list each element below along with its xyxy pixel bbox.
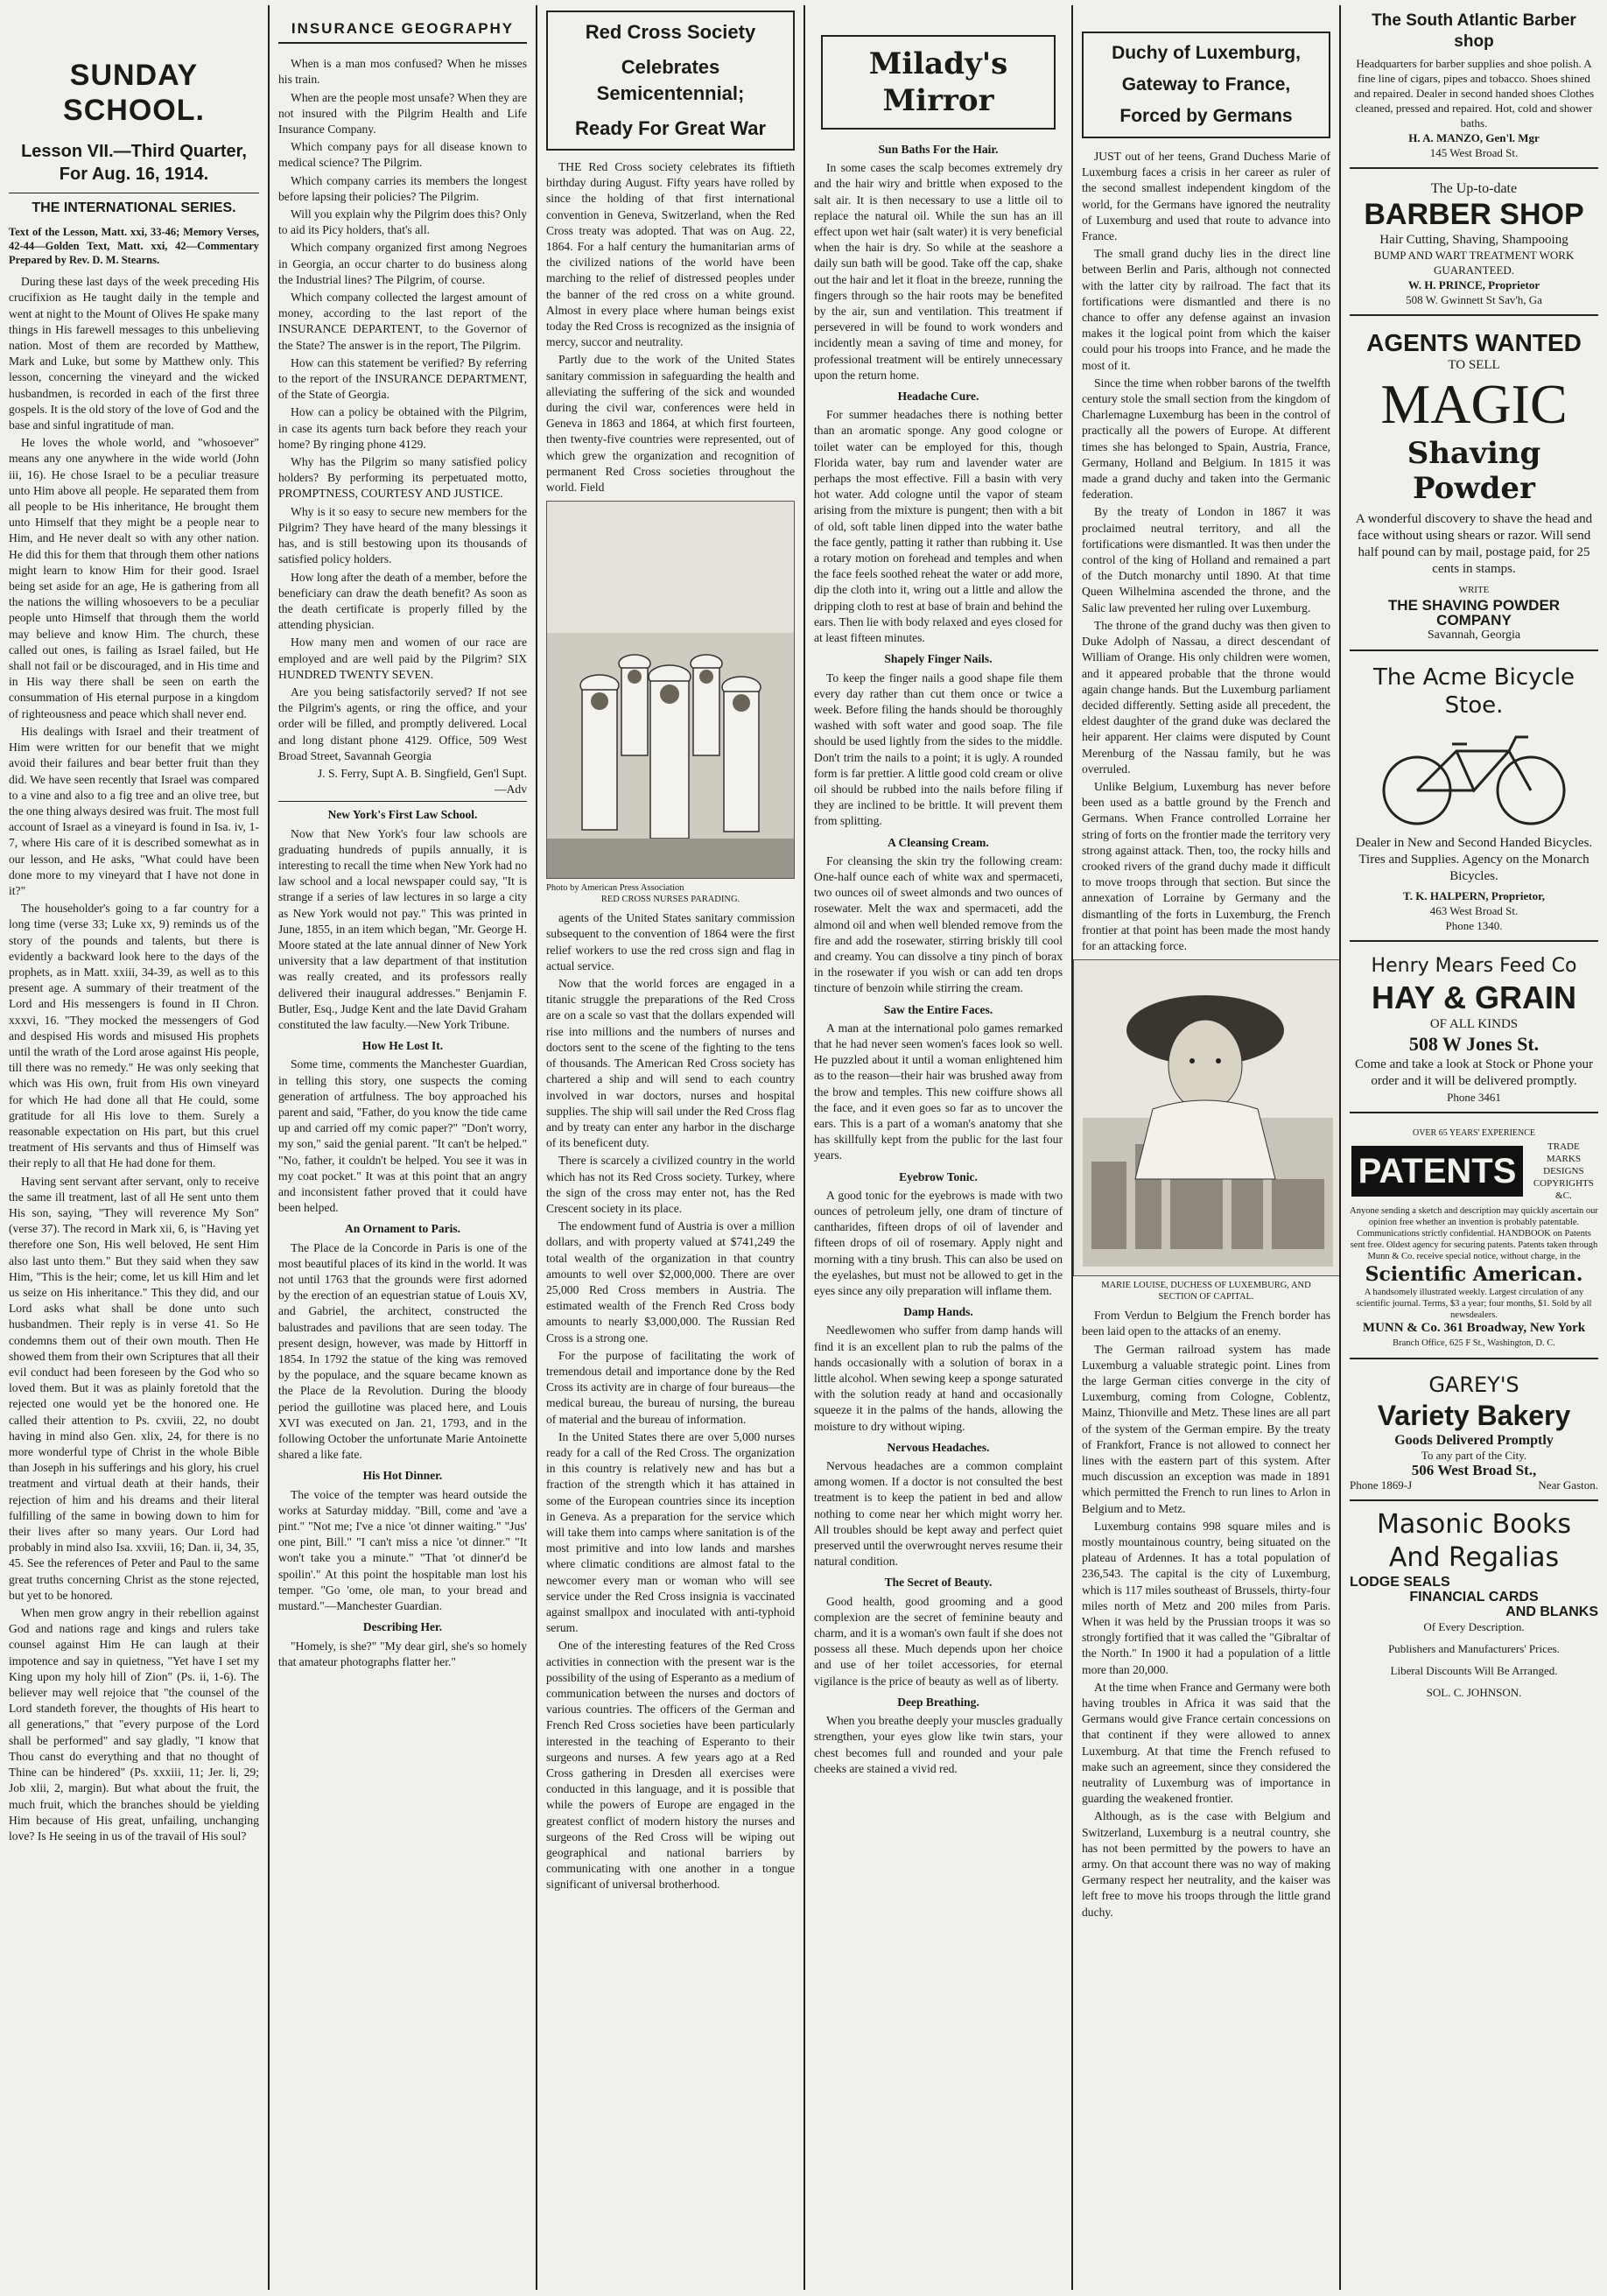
paragraph: Now that New York's four law schools are graduating hundreds of pupils annually, it is interesting to recall the time when New York had no law school and a local newspaper could say, "It is strange if a series of law lectures in so large a city as New York would not pay." This was printed in June, 1855, in an item which began, "Mr. George H. Moore stated at the late annual dinner of New York university that a law department of that institution was really created, and its professors really delivered their inaugural addresses." Benjamin F. Butler, Esq., Judge Kent and the late David Graham constituted the law faculty.—New York Tribune.	[278, 826, 527, 1031]
photo-caption: MARIE LOUISE, DUCHESS OF LUXEMBURG, AND SECTION OF CAPITAL.	[1101, 1281, 1311, 1302]
column-miladys-mirror	[805, 5, 1071, 2290]
paragraph: Which company organized first among Negroes in Georgia, an occur charter to do business along the Industrial lines? The Pilgrim, of course.	[278, 241, 527, 286]
paragraph: Now that the world forces are engaged in a titanic struggle the preparations of the Red Cross are on a scale so vast that the dollars expended will rise into millions and the numbers of nurses and doctors sent to the scene of the fighting to the tens of thousands. The American Red Cross society has chartered a ship and will send to each country involved in war doctors, nurses and hospital supplies. The ship will sail under the Red Cross flag and by treaty can enter any harbor in the discharge of its beneficent duty.	[546, 977, 795, 1150]
headline-box	[1082, 32, 1330, 138]
ad-line: Henry Mears Feed Co	[1371, 955, 1577, 977]
paragraph: The endowment fund of Austria is over a million dollars, and with property valued at $741,249 the total wealth of the organization in that country amounts to well over $2,000,000. There are over 25,000 Red Cross members in Austria. The estimated wealth of the French Red Cross body amounts to nearly $3,000,000. The Russian Red Cross is a strong one.	[546, 1219, 795, 1345]
column-insurance	[270, 5, 536, 2290]
ad-body: Dealer in New and Second Handed Bicycles. Tires and Supplies. Agency on the Monarch Bicycles.	[1355, 836, 1593, 883]
ad-address: 508 W Jones St.	[1408, 1033, 1540, 1055]
paragraph: A good tonic for the eyebrows is made with two ounces of petroleum jelly, one dram of tincture of cantharides, fifteen drops of oil of lavender and fifteen drops of oil of rosemary. Apply night and morning with a tiny brush. This can also be used on the eyelashes, but must not be allowed to get in the eyes since any oily preparation will inflame them.	[814, 1188, 1063, 1298]
ad-line: TO SELL	[1448, 358, 1500, 372]
paragraph: The throne of the grand duchy was then given to Duke Adolph of Nassau, a direct descendant of William of Orange. His only children were women, and it appeared probable that the throne would again change hands. But the Luxemburg parliament decided differently. Setting aside all precedent, the eldest daughter of the grand duke was declared the heir apparent. Her claims were disputed by Count Merenburg of the Nassau family, but he was overruled.	[1082, 618, 1330, 776]
subheading: Headache Cure.	[897, 390, 979, 404]
article-title: INSURANCE GEOGRAPHY	[278, 21, 527, 44]
ad-company: THE SHAVING POWDER COMPANY	[1387, 597, 1561, 628]
paragraph: THE Red Cross society celebrates its fiftieth birthday during August. Fifty years have rolled by since the holding of that first international convention in Geneva, Switzerland, when the Red Cross treaty was adopted. That was on Aug. 22, 1864. For a half century the humanitarian arms of the civilized nations of the world have been marching to the relief of distressed peoples under the banner of the red cross on a white ground. Almost in every place where human beings exist today the Red Cross is recognized as the insignia of mercy, succor and neutrality.	[546, 160, 795, 349]
ad-variety-bakery	[1350, 1366, 1598, 1501]
ad-line: To any part of the City.	[1421, 1449, 1527, 1462]
paragraph: In the United States there are over 5,000 nurses ready for a call of the Red Cross. The organization in this country is relatively new and has but a fraction of the strength which it has attained in some of the European countries since its inception in Geneva. As a preparation for the service which will take them into camps where sanitation is of the most primitive and into low lands and marshes where climatic conditions are almost fatal to the newcomer every man or woman who will see service under the Red Cross insignia is vaccinated against smallpox and inoculated with anti-typhoid serum.	[546, 1429, 795, 1635]
paragraph: Good health, good grooming and a good complexion are the secret of feminine beauty and charm, and it is a woman's own fault if she does not possess all these. Much depends upon her choice and use of her toilet accessories, for eternal vigilance is the price of beauty as well as of liberty.	[814, 1594, 1063, 1688]
ad-title: MAGIC	[1380, 373, 1568, 435]
ad-line: BUMP AND WART TREATMENT WORK GUARANTEED.	[1373, 249, 1575, 277]
ad-body: A wonderful discovery to shave the head and face without using shears or razor. Will send half pound can by mail, postage paid, for 25 cents in stamps.	[1355, 512, 1593, 576]
paragraph: In some cases the scalp becomes extremely dry and the hair wiry and brittle when exposed to the salt air. It is then necessary to use a little oil to replace the natural oil. While the sun has an ill effect upon wet hair (salt water) it is very beneficial when the hair is dry. So while at the seashore a daily sun bath will be good. Take off the cap, shake out the hair and let it float in the breeze, running the fingers through so the hair roots may be benefited by the air, sun and ventilation. This treatment if persevered in will be found to work wonders and incidently mean a saving of time and money, for professional treatment will be entirely unnecessary upon the return home.	[814, 161, 1063, 382]
subheading: Nervous Headaches.	[887, 1440, 990, 1454]
ad-city: Savannah, Georgia	[1427, 628, 1521, 642]
paragraph: A man at the international polo games remarked that he had never seen women's faces look so well. He puzzled about it until a woman enlightened him as to the reason—their hair was brushed away from the brow and temples. This new coiffure shows all the face, and it even goes so far as to uncover the ears. This is a part of a woman's anatomy that she has skillfully kept from the public for the last four years.	[814, 1021, 1063, 1162]
paragraph: How can this statement be verified? By referring to the report of the INSURANCE DEPARTMENT, of the State of Georgia.	[278, 355, 527, 402]
headline-box	[821, 35, 1056, 130]
headline-line: Mirror	[882, 83, 994, 118]
ad-line: The Up-to-date	[1430, 181, 1518, 196]
subheading: Describing Her.	[362, 1620, 443, 1634]
ad-line: Near Gaston.	[1538, 1478, 1598, 1492]
headline-line: Duchy of Luxemburg,	[1112, 43, 1301, 63]
ad-title: Variety Bakery	[1377, 1400, 1571, 1431]
ad-address: 463 West Broad St.	[1429, 904, 1519, 917]
ad-line: WRITE	[1458, 585, 1490, 595]
headline-line: Gateway to France,	[1121, 74, 1291, 95]
ad-address: 145 West Broad St.	[1429, 146, 1519, 159]
paragraph: Since the time when robber barons of the twelfth century stole the small section from the kingdom of Charlemagne Luxemburg has been in the control of practically all the powers of Europe. At different times she has belonged to Spain, Austria, France, Germany, Holland and Belgium. In 1815 it was made a grand duchy and taken into the Germanic federation.	[1082, 376, 1330, 502]
paragraph: When men grow angry in their rebellion against God and nations rage and kings and rulers take counsel against Him He can laugh at their impotence and say in quietness, "Yet have I set my King upon my holy hill of Zion" (Ps. ii, 1-6). The believer may well rejoice that "the counsel of the Lord standeth forever, the thoughts of His heart to all generations," that "every purpose of the Lord shall be performed" and say gladly, "I know that Thou canst do everything and that no thought of Thine can be hindered" (Ps. xxxiii, 11; Jer. li, 29; Job xlii, 2, margin). But what about the fruit, the much fruit, which the branches should be yielding Him because of His great, unfailing, unchanging love? Is He seeing in us of the travail of His soul?	[9, 1606, 259, 1843]
subheading: Saw the Entire Faces.	[883, 1002, 993, 1016]
headline-line: Celebrates Semicentennial;	[596, 56, 745, 104]
bicycle-icon	[1369, 725, 1579, 830]
ad-hay-and-grain	[1350, 949, 1598, 1113]
paragraph: The householder's going to a far country for a long time (verse 33; Luke xx, 9) reminds us of the story of the pounds and talents, but there is evidently a backward look here to the days of the prophets, as in Matt. xxiii, 34-39, as well as to this present age. A summary of their treatment of the Lord and His messengers is found in II Chron. xxxvi, 16. "They mocked the messengers of God and despised His words and misused His prophets until the wrath of the Lord arose against His people, till there was no remedy." He was only seeking that which was His own, fruit from His own vineyard for which He had done all that He could, some gratitude for all His love to them. Surely a reasonable expectation on His part, but this cruel treatment of His servants and thus of Himself was their reply to all that He had done for them.	[9, 902, 259, 1170]
headline-line: Ready For Great War	[574, 117, 767, 139]
ad-title: Masonic Books	[1377, 1509, 1571, 1540]
paragraph: Although, as is the case with Belgium and Switzerland, Luxemburg is a neutral country, she has not been permitted by the powers to have an army. On that account there was no way of making Germany respect her neutrality, and the kaiser was left free to move his troops through the little grand duchy.	[1082, 1809, 1330, 1919]
paragraph: The German railroad system has made Luxemburg a valuable strategic point. Lines from the large German cities converge in the city of Luxemburg, coming from Cologne, Coblentz, Mainz, Thionville and Metz. These lines are all part of the system of the German empire. By the treaty of Frankfort, France is not allowed to connect her lines with the eastern part of this system. After much discussion an exception was made in 1891 which permitted the French to run lines to Arlon in Belgium and to Metz.	[1082, 1342, 1330, 1515]
paragraph: Some time, comments the Manchester Guardian, in telling this story, one suspects the coming generation of artfulness. The boy approached his parent and said, "Father, do you know the tide came up and carried off my comic paper?" "Don't worry, my son," said the genial parent. "It can't be helped." "No, father, it couldn't be helped. You see it was in my coat pocket." It was at this point that an angry and inconsistent father proved that it could have been helped.	[278, 1057, 527, 1215]
series-line: THE INTERNATIONAL SERIES.	[32, 200, 236, 215]
photo-credit: Photo by American Press Association	[546, 883, 684, 894]
ad-body: Come and take a look at Stock or Phone your order and it will be delivered promptly.	[1354, 1057, 1594, 1088]
paragraph: For summer headaches there is nothing better than an aromatic sponge. Any good cologne or toilet water can be employed for this, though Florida water, bay rum and lavender water are perhaps the most effective. Fill a basin with very hot water. Add cologne until the vapor of steam arising from the mixture is pungent; then with a bit of old, soft table linen dipped into the water bathe the face gently, patting it rather than rubbing it. Use a rotary motion on forehead and temples and when the face feels soothed reheat the water or add more, dip the cloth into it, wring out a little and allow the dripping cloth to rest at base of brain and behind the ears. Then lie with body relaxed and eyes closed for at least fifteen minutes.	[814, 408, 1063, 645]
subheading: A Cleansing Cream.	[888, 835, 989, 849]
paragraph: Which company pays for all disease known to medical science? The Pilgrim.	[278, 140, 527, 170]
paragraph: Why has the Pilgrim so many satisfied policy holders? By performing its perpetuated motto, PROMPTNESS, COURTESY AND JUSTICE.	[278, 455, 527, 501]
subheading: Shapely Finger Nails.	[884, 652, 993, 666]
paragraph: Luxemburg contains 998 square miles and is mostly mountainous country, being situated on the plateau of Ardennes. It has a total population of 236,543. The capital is the city of Luxemburg, which is 117 miles southeast of Brussels, thirty-four miles north of Metz and 200 miles from Paris. When it was held by the Prussian troops it was so strongly fortified that it was called the "Gibraltar of the North." In 1900 it had a population of a little more than 20,000.	[1082, 1519, 1330, 1676]
ad-side: TRADE MARKS DESIGNS COPYRIGHTS &C.	[1533, 1141, 1594, 1201]
subheading: Eyebrow Tonic.	[899, 1169, 978, 1183]
paragraph: Needlewomen who suffer from damp hands will find it is an excellent plan to rub the palms of the hands occasionally with a solution of borax in a little alcohol. When sewing keep a sponge saturated with the solution ready at hand and occasionally squeeze it in the palms of the hands, allowing the moisture to dry without wiping.	[814, 1324, 1063, 1433]
paragraph: There is scarcely a civilized country in the world which has not its Red Cross society. Turkey, where the sign of the cross may enter not, has the Red Crescent society in its place.	[546, 1154, 795, 1215]
paragraph: Are you being satisfactorily served? If not see the Pilgrim's agents, or ring the office, and your order will be filled, and promptly delivered. Local and long distant phone 4129. Office, 509 West Broad Street, Savannah Georgia	[278, 685, 527, 762]
ad-barber-shop-south-atlantic	[1350, 5, 1598, 169]
paragraph: How many men and women of our race are employed and are well paid by the Pilgrim? SIX HUNDRED TWENTY SEVEN.	[278, 635, 527, 681]
paragraph: Nervous headaches are a common complaint among women. If a doctor is not consulted the best treatment is to keep the patient in bed and allow nothing to come near her which might worry her. All troubles should be kept away and perfect quiet preserved until the overwrought nerves resume their natural condition.	[814, 1459, 1063, 1569]
subheading: How He Lost It.	[361, 1039, 444, 1053]
ad-acme-bicycle	[1350, 658, 1598, 942]
headline-line: Forced by Germans	[1119, 106, 1293, 126]
ad-branch: Branch Office, 625 F St., Washington, D. C.	[1393, 1338, 1555, 1348]
paragraph: Partly due to the work of the United States sanitary commission in safeguarding the health and alleviating the suffering of the sick and wounded during the civil war, conferences were held in Geneva in 1863 and 1864, at which first fourteen, then twenty-five countries were represented, out of which grew the organization and recognition of permanent Red Cross societies throughout the world. Field	[546, 353, 795, 495]
ad-shaving-powder	[1350, 323, 1598, 651]
column-sunday-school	[0, 5, 268, 2290]
paragraph: JUST out of her teens, Grand Duchess Marie of Luxemburg faces a crisis in her career as ruler of the second smallest independent kingdom of the world, for the Germans have ignored the neutrality of Luxemburg and used that route to advance into France.	[1082, 150, 1330, 243]
ad-line: LODGE SEALS	[1350, 1575, 1450, 1590]
ad-owner: SOL. C. JOHNSON.	[1426, 1686, 1522, 1699]
subheading: His Hot Dinner.	[362, 1469, 443, 1483]
paragraph: agents of the United States sanitary commission subsequent to the convention of 1864 were the first relief workers to use the red cross sign and flag in actual service.	[546, 911, 795, 972]
paragraph: One of the interesting features of the Red Cross activities in connection with the present war is the possibility of the using of Esperanto as a medium of communication between the nurses and doctors of various countries. The officers of the German and French Red Cross societies have been particularly interested in the teaching of Esperanto to their surgeons and nurses. A few years ago at a Red Cross gathering in Dresden all exercises were conducted in this language, and it is possible that while the powers of Europe are engaged in the greatest conflict of modern history the nurses and surgeons of the Red Cross will be wiping out geographical and national barriers by communicating with one another in a tongue significant of universal brotherhood.	[546, 1639, 795, 1892]
ad-title: And Regalias	[1388, 1542, 1560, 1573]
column-advertisements	[1341, 5, 1607, 2290]
adv-mark: —Adv	[278, 782, 527, 802]
ad-line: AGENTS WANTED	[1366, 329, 1582, 356]
paragraph: When you breathe deeply your muscles gradually strengthen, your eyes glow like twin stars, your chest becomes full and rounded and your pale cheeks are stained a vivid red.	[814, 1714, 1063, 1775]
ad-line: Liberal Discounts Will Be Arranged.	[1390, 1664, 1558, 1677]
ad-phone: Phone 3461	[1447, 1091, 1501, 1104]
ad-title: The Acme Bicycle Stoe.	[1372, 664, 1575, 719]
ad-masonic-books	[1350, 1508, 1598, 1700]
ad-line: Hair Cutting, Shaving, Shampooing	[1379, 233, 1568, 247]
paragraph: When is a man mos confused? When he misses his train.	[278, 57, 527, 87]
ad-title: BARBER SHOP	[1364, 198, 1584, 231]
paragraph: By the treaty of London in 1867 it was proclaimed neutral territory, and all the fortifications were dismantled. It was then under the control of the king of Holland and remained a part of the Dutch monarchy until 1890. At that time Queen Wilhelmina ascended the throne, and the Salic law prevented her ruling over Luxemburg.	[1082, 505, 1330, 614]
ad-body: Headquarters for barber supplies and shoe polish. A fine line of cigars, pipes and tobacco. Shoes shined and repaired. Dealer in second handed shoes Clothes cleaned, pressed and repaired. Hot, cold and shower baths.	[1353, 57, 1595, 130]
column-luxemburg	[1073, 5, 1339, 2290]
subheading: Damp Hands.	[903, 1305, 973, 1319]
subheading: Sun Baths For the Hair.	[878, 143, 999, 156]
subheading: An Ornament to Paris.	[345, 1222, 460, 1236]
ad-line: GAREY'S	[1428, 1373, 1519, 1397]
column-red-cross	[537, 5, 804, 2290]
headline-box	[546, 11, 795, 151]
paragraph: Why is it so easy to secure new members for the Pilgrim? They have heard of the many blessings it has, and is still bestowing upon its thousands of satisfied policy holders.	[278, 504, 527, 566]
ad-line: OF ALL KINDS	[1429, 1017, 1519, 1031]
subheading: Deep Breathing.	[897, 1695, 979, 1709]
paragraph: The small grand duchy lies in the direct line between Berlin and Paris, although not connected with the latter city by railroad. The fact that its fortifications were dismantled and there is no chance to offer any defense against an invasion makes it the logical point from which the kaiser could pour his troops into France, and he made the most of it.	[1082, 247, 1330, 372]
ad-badge: OVER 65 YEARS' EXPERIENCE	[1412, 1128, 1536, 1138]
paragraph: Having sent servant after servant, only to receive the same ill treatment, last of all He sent unto them His son, saying, "They will reverence My Son" (verse 37). The record in Mark xii, 6, is "Having yet therefore one Son, His well beloved, He sent Him also last unto them." But they said when they saw Him, "This is the heir; come, let us kill Him and let us seize on His inheritance." This they did, and our Lord asks what shall be done unto such husbandmen. Their reply is in verse 41. So He condemns them out of their own mouth. Then He showed them from their own Scriptures that all their evil conduct had been foreseen by the God who so loved them. But it was as plainly foretold that the rejected one would yet be the honored one. He called their attention to Ps. cxviii, 22, no doubt having in mind also Gen. xlix, 24, for there is no more wonderful type of Christ in the whole Bible than Joseph in his sufferings and his glory, his cruel treatment and virtual death at their hands, their rejection of him and his dreams and their literal fulfilling of the same in bowing down to him for their lives after so many years. Our Lord had probably in mind also Isa. xxviii, 16; Dan. ii, 34, 35, 45. See the references of Peter and Paul to the same great truths concerning Christ as the stone rejected, but yet to be honored.	[9, 1174, 259, 1602]
ad-line: Goods Delivered Promptly	[1394, 1433, 1554, 1448]
ad-address: 508 W. Gwinnett St Sav'h, Ga	[1406, 293, 1542, 306]
paragraph: To keep the finger nails a good shape file them every day rather than cut them once or twice a week. Before filing the hands should be thoroughly washed with soft water and good soap. The file should be used lightly from the sides to the middle. Don't trim the nails to a point; it is ugly. A rounded form is far prettier. A little good cold cream or olive oil should be rubbed into the nails before filing if they are inclined to be brittle. It will prevent them from splitting.	[814, 671, 1063, 828]
paragraph: For the purpose of facilitating the work of tremendous detail and importance done by the Red Cross its activity are in charge of four bureaus—the medical bureau, the bureau of nursing, the bureau of material and the bureau of information.	[546, 1348, 795, 1426]
ad-title: The South Atlantic Barber shop	[1372, 11, 1576, 51]
paragraph: The Place de la Concorde in Paris is one of the most beautiful places of its kind in the world. It was not until 1763 that the grounds were first adorned by the erection of an equestrian statue of Louis XV, and Gabriel, the architect, constructed the balustrades and pavilions that are seen today. The present design, however, was made by Hittorff in 1854. In 1792 the statue of the king was removed by the populace, and the square became known as the Place de la Revolution. During the bloody period the guillotine was placed here, and Louis XVI was executed on Jan. 21, 1793, and in the following October the unfortunate Marie Antoinette shared a like fate.	[278, 1240, 527, 1462]
paragraph: At the time when France and Germany were both having troubles in Africa it was said that the Germans would give France certain concessions on that continent if they were allowed to annex Luxemburg. At that time the French refused to make such an agreement, since they considered the neutrality of Luxemburg was of importance in guarding the weakened frontier.	[1082, 1680, 1330, 1806]
ad-phone: Phone 1869-J	[1350, 1478, 1413, 1492]
ad-body: Anyone sending a sketch and description may quickly ascertain our opinion free whether an invention is probably patentable. Communications strictly confidential. HANDBOOK on Patents sent free. Oldest agency for securing patents. Patents taken through Munn & Co. receive special notice, without charge, in the	[1350, 1206, 1598, 1261]
subheading: The Secret of Beauty.	[884, 1576, 993, 1590]
subheading: New York's First Law School.	[327, 808, 478, 822]
ad-phone: Phone 1340.	[1445, 919, 1503, 932]
paragraph: How long after the death of a member, before the beneficiary can draw the death benefit? As soon as the death certificate is properly filled by the attending physician.	[278, 570, 527, 632]
ad-address: 506 West Broad St.,	[1411, 1462, 1537, 1478]
duchess-illustration	[1074, 960, 1339, 1275]
signoff: J. S. Ferry, Supt A. B. Singfield, Gen'l Supt.	[317, 766, 527, 780]
ad-barber-shop-up-to-date	[1350, 176, 1598, 316]
paragraph: "Homely, is she?" "My dear girl, she's so homely that amateur photographs flatter her."	[278, 1639, 527, 1668]
ad-line: Publishers and Manufacturers' Prices.	[1388, 1642, 1560, 1655]
paragraph: For cleansing the skin try the following cream: One-half ounce each of white wax and spermaceti, two ounces oil of sweet almonds and two ounces of rosewater. Melt the wax and spermaceti, add the almond oil and when well blended remove from the fire and add the rosewater, stirring briskly till cool and creamy. You can dissolve a tiny pinch of borax in the rosewater if you wish or can add ten drops tincture of benzoin while stirring the cream.	[814, 853, 1063, 995]
nurses-photo	[546, 501, 795, 879]
paragraph: During these last days of the week preceding His crucifixion as He taught daily in the temple and went at night to the Mount of Olives He spake many things in His farewell messages to this unbelieving nation. Most of them are recorded by Matthew, Mark and Luke, but some by Matthew only. This lesson, concerning the vineyard and the wicked husbandmen, is recorded in each of the first three gospels. It is the old story of the love of God and the base and sinful ingratitude of man.	[9, 275, 259, 432]
ad-firm: MUNN & Co. 361 Broadway, New York	[1362, 1321, 1586, 1335]
paragraph: Will you explain why the Pilgrim does this? Only to aid its Picy holders, that's all.	[278, 207, 527, 237]
ad-title: HAY & GRAIN	[1371, 979, 1577, 1015]
paragraph: Which company carries its members the longest before lapsing their policies? The Pilgrim.	[278, 173, 527, 203]
ad-owner: T. K. HALPERN, Proprietor,	[1403, 889, 1545, 902]
ad-owner: H. A. MANZO, Gen'l. Mgr	[1408, 131, 1540, 144]
ad-title: PATENTS	[1351, 1146, 1524, 1197]
paragraph: The voice of the tempter was heard outside the works at Saturday midday. "Bill, come and 'ave a pint." "Not me; I've a nice 'ot dinner waiting." "Jus' one pint, Bill." "I can't miss a nice 'ot dinner." "It won't take you a minute." "That 'ot dinner'd be spoilin'." At this point the hospitable man lost his temper. "Go 'ome, ole man, to your bread and mustard."—Manchester Guardian.	[278, 1487, 527, 1613]
paragraph: When are the people most unsafe? When they are not insured with the Pilgrim Health and Life Insurance Company.	[278, 90, 527, 137]
ad-line: FINANCIAL CARDS	[1409, 1590, 1539, 1604]
lesson-intro: Text of the Lesson, Matt. xxi, 33-46; Memory Verses, 42-44—Golden Text, Matt. xxi, 42—Commentary Prepared by Rev. D. M. Stearns.	[9, 226, 259, 267]
paragraph: His dealings with Israel and their treatment of Him were written for our benefit that we might avoid their failures and bear better fruit than they did. We have seen recently that Israel was compared to a vine and also to a fig tree and an olive tree, but the one thing always desired was fruit. The most full account of Israel as a vineyard is found in Isa. iv, 1-7, where His care of it is described somewhat as in our lesson, and He asks, "What could have been done more to my vineyard that I have not done in it?"	[9, 724, 259, 897]
photo-caption: RED CROSS NURSES PARADING.	[600, 895, 740, 905]
nurses-illustration	[547, 502, 794, 878]
ad-patents	[1350, 1120, 1598, 1359]
paragraph: Which company collected the largest amount of money, according to the last report of the INSURANCE DEPARTENT, to the Governor of the State? The answer is in the report, The Pilgrim.	[278, 291, 527, 352]
duchess-photo	[1073, 959, 1339, 1276]
ad-owner: W. H. PRINCE, Proprietor	[1407, 278, 1540, 291]
lesson-line: Lesson VII.—Third Quarter, For Aug. 16, 1914.	[21, 142, 247, 184]
ad-line: Of Every Description.	[1423, 1620, 1525, 1633]
paragraph: From Verdun to Belgium the French border has been laid open to the attacks of an enemy.	[1082, 1309, 1330, 1338]
article-title: SUNDAY SCHOOL.	[63, 59, 205, 127]
headline-line: Milady's	[868, 46, 1008, 81]
ad-paper: Scientific American.	[1365, 1263, 1583, 1286]
ad-body: A handsomely illustrated weekly. Largest circulation of any scientific journal. Terms, $3 a year; four months, $1. Sold by all newsdealers.	[1356, 1288, 1592, 1320]
ad-title: Shaving Powder	[1407, 436, 1541, 506]
ad-line: AND BLANKS	[1505, 1604, 1598, 1619]
paragraph: He loves the whole world, and "whosoever" means any one anywhere in the wide world (John iii, 16). He chose Israel to be a peculiar treasure unto Him above all people. He separated them from all people to be His inheritance, He brought them unto Himself that they might be a people near to Him, and He never dealt so with any other nation. He did this for them that through them other nations might learn to know Him for their good. Israel being set aside for an age, He is gathering from all the nations the willing whosoevers to be a peculiar people unto Himself that through them the world may believe and know Him. The church, these called out ones, is failing as Israel failed, but He shall not fail or be discouraged, and in His time and in His way there shall be seen on earth the consummation of His eternal purpose in a kingdom of righteousness and peace which shall never end.	[9, 436, 259, 720]
headline-line: Red Cross Society	[585, 21, 756, 43]
paragraph: How can a policy be obtained with the Pilgrim, in case its agents turn back before they reach your home? By ringing phone 4129.	[278, 405, 527, 451]
paragraph: Unlike Belgium, Luxemburg has never before been used as a battle ground by the French and Germans. When France controlled Lorraine her string of forts on the frontier made the territory very strong against attack. Then, too, the rocky hills and crooked rivers of the grand duchy made it difficult to move troops through that section. But since the annexation of Lorraine by Germany and the dismantling of the forts in Luxemburg, the French frontier at that point has been made the most handy for an attacking force.	[1082, 779, 1330, 952]
